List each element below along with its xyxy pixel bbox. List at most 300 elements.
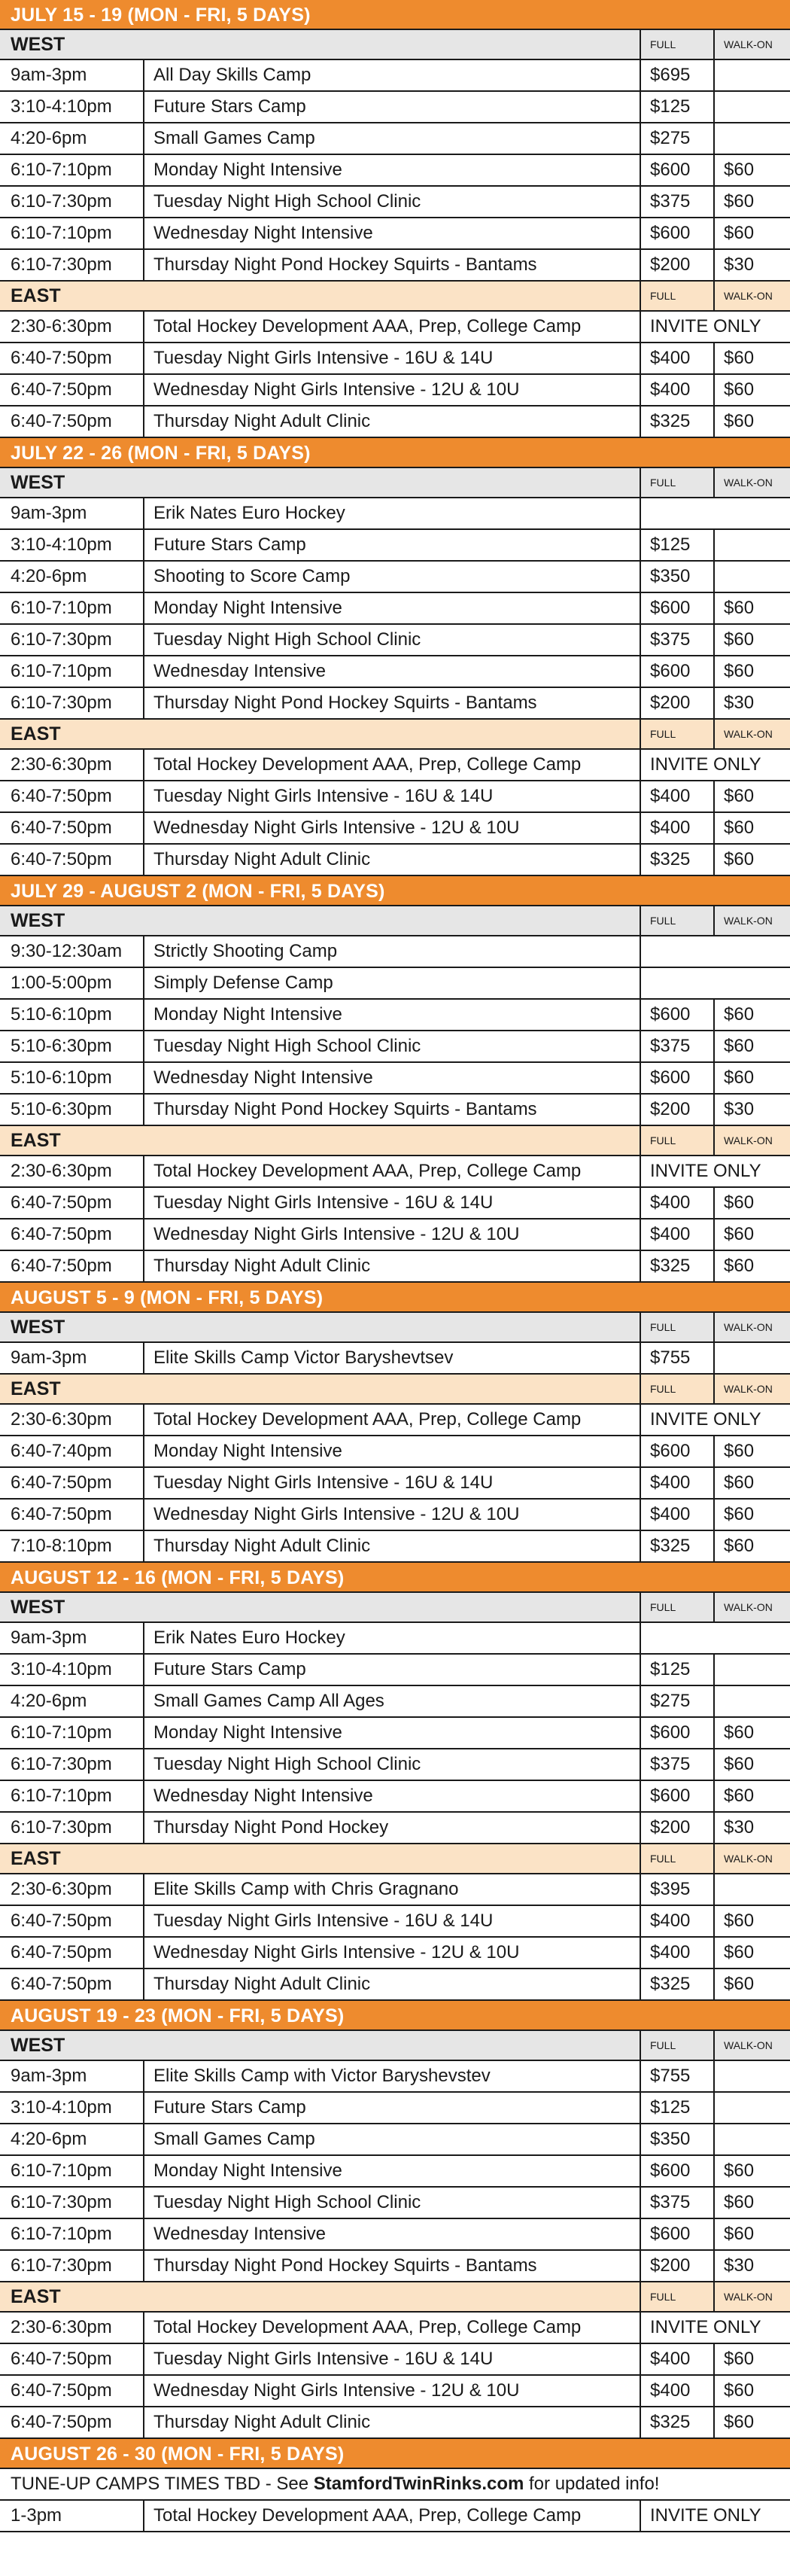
schedule-row [0,1938,790,1969]
walkon-price-header: WALK-ON [713,1126,790,1155]
camp-name: Thursday Night Pond Hockey Squirts - Bantams [143,1095,640,1125]
schedule-row [0,562,790,593]
walkon-price: $30 [713,250,790,280]
session-time: 4:20-6pm [11,128,87,148]
schedule-row [0,530,790,562]
schedule-row [0,1813,790,1844]
session-time: 6:40-7:50pm [11,411,112,431]
schedule-row [0,498,790,530]
tune-up-note [0,2469,790,2501]
camp-name: Future Stars Camp [143,92,640,122]
schedule-row [0,2501,790,2532]
session-time: 6:40-7:50pm [11,1192,112,1213]
east-location-header [0,2282,790,2313]
location-name: EAST [11,285,61,306]
camp-name: Small Games Camp All Ages [143,1686,640,1716]
schedule-row [0,2156,790,2188]
camp-name: Strictly Shooting Camp [143,936,640,967]
schedule-row [0,1156,790,1188]
full-price: $275 [640,1686,713,1716]
week-header: JULY 22 - 26 (MON - FRI, 5 DAYS) [0,438,790,468]
session-time: 6:10-7:10pm [11,223,112,243]
walkon-price-header: WALK-ON [713,1313,790,1341]
camp-name: Monday Night Intensive [143,1000,640,1030]
session-time: 6:40-7:50pm [11,1504,112,1524]
walkon-price: $60 [713,1219,790,1250]
walkon-price: $60 [713,1188,790,1218]
walkon-price-header: WALK-ON [713,1593,790,1621]
schedule-row [0,2251,790,2282]
walkon-price: $30 [713,2251,790,2281]
walkon-price-header: WALK-ON [713,2282,790,2311]
full-price: $400 [640,1219,713,1250]
full-price: $695 [640,60,713,90]
week-header: JULY 29 - AUGUST 2 (MON - FRI, 5 DAYS) [0,876,790,906]
session-time: 6:40-7:50pm [11,818,112,838]
full-price: $600 [640,656,713,687]
full-price: $325 [640,406,713,437]
session-time: 5:10-6:30pm [11,1036,112,1056]
full-price: $400 [640,1938,713,1968]
camp-name: Wednesday Night Girls Intensive - 12U & 10U [143,1219,640,1250]
schedule-row [0,1405,790,1436]
walkon-price: $60 [713,1500,790,1530]
walkon-price-header: WALK-ON [713,468,790,497]
session-time: 9am-3pm [11,1347,87,1368]
schedule-row [0,1219,790,1251]
schedule-row [0,1655,790,1686]
session-time: 6:40-7:50pm [11,1224,112,1244]
east-location-header [0,1375,790,1405]
full-price-header: FULL [640,1593,713,1621]
west-location-header [0,468,790,498]
camp-name: Tuesday Night High School Clinic [143,1749,640,1780]
schedule-row [0,250,790,282]
schedule-row [0,656,790,688]
full-price: $325 [640,1969,713,1999]
walkon-price: $60 [713,1436,790,1466]
week-header: AUGUST 26 - 30 (MON - FRI, 5 DAYS) [0,2439,790,2469]
walkon-price: $60 [713,343,790,373]
full-price: $375 [640,625,713,655]
full-price [640,1623,790,1653]
walkon-price-header: WALK-ON [713,30,790,59]
session-time: 2:30-6:30pm [11,1161,112,1181]
schedule-row [0,750,790,781]
session-time: 6:40-7:50pm [11,786,112,806]
walkon-price-header: WALK-ON [713,1375,790,1403]
session-time: 2:30-6:30pm [11,754,112,775]
camp-name: Total Hockey Development AAA, Prep, College Camp [143,312,640,342]
walkon-price: $60 [713,1781,790,1811]
full-price: $125 [640,92,713,122]
full-price [640,968,790,998]
session-time: 6:40-7:50pm [11,2380,112,2401]
session-time: 3:10-4:10pm [11,1659,112,1679]
session-time: 2:30-6:30pm [11,316,112,336]
schedule-row [0,593,790,625]
camp-name: Shooting to Score Camp [143,562,640,592]
session-time: 9:30-12:30am [11,941,123,961]
session-time: 1:00-5:00pm [11,973,112,993]
camp-name: Thursday Night Pond Hockey Squirts - Bantams [143,250,640,280]
full-price: $400 [640,781,713,811]
location-name: WEST [11,472,65,493]
schedule-row [0,936,790,968]
full-price: $400 [640,1906,713,1936]
walkon-price: $60 [713,1000,790,1030]
session-time: 6:10-7:30pm [11,254,112,275]
walkon-price: $60 [713,187,790,217]
walkon-price: $60 [713,656,790,687]
full-price-header: FULL [640,468,713,497]
location-name: WEST [11,1317,65,1338]
east-location-header [0,1126,790,1156]
schedule-row [0,1969,790,2001]
session-time: 5:10-6:10pm [11,1067,112,1088]
session-time: 4:20-6pm [11,2129,87,2149]
walkon-price [713,123,790,154]
east-location-header [0,282,790,312]
camp-name: Thursday Night Adult Clinic [143,845,640,875]
camp-name: Thursday Night Pond Hockey [143,1813,640,1843]
week-header: AUGUST 5 - 9 (MON - FRI, 5 DAYS) [0,1283,790,1313]
week-section [0,876,790,1283]
session-time: 6:10-7:30pm [11,1754,112,1774]
camp-name: Total Hockey Development AAA, Prep, College Camp [143,2501,640,2531]
full-price: $400 [640,813,713,843]
camp-name: Thursday Night Pond Hockey Squirts - Bantams [143,688,640,718]
west-location-header [0,1313,790,1343]
full-price: $600 [640,1000,713,1030]
camp-name: Tuesday Night High School Clinic [143,2188,640,2218]
full-price: $600 [640,1781,713,1811]
camp-name: Small Games Camp [143,2124,640,2154]
schedule-row [0,218,790,250]
session-time: 6:10-7:30pm [11,1817,112,1838]
camp-name: Total Hockey Development AAA, Prep, College Camp [143,1405,640,1435]
camp-name: Future Stars Camp [143,530,640,560]
schedule-row [0,2313,790,2344]
schedule-row [0,155,790,187]
full-price: INVITE ONLY [640,2501,790,2531]
week-header: JULY 15 - 19 (MON - FRI, 5 DAYS) [0,0,790,30]
session-time: 7:10-8:10pm [11,1536,112,1556]
schedule-row [0,2188,790,2219]
schedule-row [0,1749,790,1781]
walkon-price: $60 [713,155,790,185]
camp-name: Thursday Night Pond Hockey Squirts - Bantams [143,2251,640,2281]
location-name: EAST [11,723,61,744]
full-price: $600 [640,155,713,185]
schedule-row [0,813,790,845]
week-section [0,2439,790,2532]
session-time: 1-3pm [11,2505,62,2526]
session-time: 9am-3pm [11,2066,87,2086]
week-section [0,1283,790,1563]
schedule-row [0,92,790,123]
location-name: WEST [11,910,65,931]
full-price: INVITE ONLY [640,312,790,342]
session-time: 6:10-7:30pm [11,693,112,713]
schedule-row [0,1906,790,1938]
camp-name: Tuesday Night Girls Intensive - 16U & 14U [143,2344,640,2374]
full-price: $375 [640,187,713,217]
walkon-price: $60 [713,2188,790,2218]
full-price: $600 [640,2156,713,2186]
full-price [640,936,790,967]
walkon-price [713,1343,790,1373]
schedule-row [0,343,790,375]
session-time: 5:10-6:30pm [11,1099,112,1119]
schedule-row [0,1188,790,1219]
schedule-row [0,406,790,438]
camp-name: Wednesday Night Girls Intensive - 12U & 10U [143,813,640,843]
full-price: $125 [640,1655,713,1685]
session-time: 9am-3pm [11,1628,87,1648]
west-location-header [0,30,790,60]
camp-name: Monday Night Intensive [143,1436,640,1466]
session-time: 6:10-7:10pm [11,160,112,180]
walkon-price-header: WALK-ON [713,906,790,935]
camp-name: Future Stars Camp [143,2093,640,2123]
session-time: 6:10-7:10pm [11,598,112,618]
camp-name: Wednesday Night Girls Intensive - 12U & 10U [143,375,640,405]
schedule-row [0,1000,790,1031]
location-name: EAST [11,1130,61,1151]
schedule-row [0,1781,790,1813]
schedule-row [0,688,790,720]
walkon-price: $60 [713,625,790,655]
session-time: 6:10-7:10pm [11,2224,112,2244]
location-name: EAST [11,1848,61,1869]
schedule-row [0,1343,790,1375]
session-time: 9am-3pm [11,503,87,523]
camp-name: Wednesday Night Girls Intensive - 12U & 10U [143,1500,640,1530]
schedule-row [0,375,790,406]
west-location-header [0,2031,790,2061]
schedule-row [0,123,790,155]
camp-name: Erik Nates Euro Hockey [143,498,640,528]
camp-name: Tuesday Night Girls Intensive - 16U & 14U [143,781,640,811]
schedule-row [0,1436,790,1468]
full-price: $325 [640,1531,713,1561]
week-header: AUGUST 12 - 16 (MON - FRI, 5 DAYS) [0,1563,790,1593]
full-price: $400 [640,2376,713,2406]
full-price: $200 [640,688,713,718]
full-price: $395 [640,1874,713,1905]
session-time: 6:40-7:50pm [11,1942,112,1962]
full-price: $325 [640,1251,713,1281]
session-time: 6:10-7:10pm [11,1786,112,1806]
walkon-price: $60 [713,845,790,875]
full-price [640,498,790,528]
session-time: 6:40-7:50pm [11,1472,112,1493]
walkon-price: $30 [713,688,790,718]
walkon-price: $60 [713,375,790,405]
camp-name: Elite Skills Camp Victor Baryshevtsev [143,1343,640,1373]
camp-name: Thursday Night Adult Clinic [143,1251,640,1281]
session-time: 6:10-7:30pm [11,191,112,212]
camp-name: Wednesday Night Intensive [143,1781,640,1811]
session-time: 2:30-6:30pm [11,1879,112,1899]
camp-name: All Day Skills Camp [143,60,640,90]
east-location-header [0,720,790,750]
walkon-price: $60 [713,1531,790,1561]
walkon-price: $60 [713,1749,790,1780]
camp-name: Tuesday Night High School Clinic [143,187,640,217]
camp-name: Thursday Night Adult Clinic [143,1531,640,1561]
walkon-price [713,60,790,90]
location-name: EAST [11,2286,61,2307]
walkon-price-header: WALK-ON [713,1844,790,1873]
full-price: $400 [640,1500,713,1530]
schedule-row [0,60,790,92]
camp-name: Monday Night Intensive [143,2156,640,2186]
session-time: 6:10-7:30pm [11,629,112,650]
camp-name: Tuesday Night Girls Intensive - 16U & 14U [143,1906,640,1936]
full-price: $600 [640,1063,713,1093]
schedule-row [0,1718,790,1749]
session-time: 2:30-6:30pm [11,1409,112,1430]
note-text: for updated info! [524,2474,660,2494]
schedule-row [0,1874,790,1906]
walkon-price [713,1874,790,1905]
schedule-row [0,1251,790,1283]
walkon-price: $60 [713,1906,790,1936]
camp-name: Elite Skills Camp with Chris Gragnano [143,1874,640,1905]
walkon-price [713,2061,790,2091]
session-time: 6:40-7:50pm [11,2349,112,2369]
schedule-row [0,1531,790,1563]
camp-name: Tuesday Night Girls Intensive - 16U & 14U [143,1468,640,1498]
session-time: 6:10-7:10pm [11,661,112,681]
walkon-price: $60 [713,218,790,248]
location-name: WEST [11,1597,65,1618]
session-time: 6:40-7:50pm [11,379,112,400]
full-price-header: FULL [640,30,713,59]
walkon-price-header: WALK-ON [713,720,790,748]
full-price: $325 [640,845,713,875]
session-time: 4:20-6pm [11,566,87,586]
west-location-header [0,1593,790,1623]
east-location-header [0,1844,790,1874]
camp-name: Wednesday Night Intensive [143,218,640,248]
full-price: $600 [640,1436,713,1466]
full-price: $200 [640,1095,713,1125]
west-location-header [0,906,790,936]
walkon-price [713,92,790,122]
full-price: INVITE ONLY [640,750,790,780]
schedule-row [0,1031,790,1063]
schedule-row [0,187,790,218]
full-price: $755 [640,1343,713,1373]
walkon-price: $60 [713,2407,790,2437]
week-section [0,438,790,876]
schedule-row [0,2219,790,2251]
session-time: 6:40-7:50pm [11,348,112,368]
full-price: $125 [640,530,713,560]
camp-name: Small Games Camp [143,123,640,154]
camp-name: Thursday Night Adult Clinic [143,2407,640,2437]
full-price-header: FULL [640,282,713,310]
walkon-price: $60 [713,1938,790,1968]
full-price: $275 [640,123,713,154]
schedule-row [0,2376,790,2407]
walkon-price-header: WALK-ON [713,282,790,310]
camp-name: Total Hockey Development AAA, Prep, College Camp [143,750,640,780]
camp-name: Total Hockey Development AAA, Prep, College Camp [143,2313,640,2343]
full-price: $600 [640,1718,713,1748]
full-price: $400 [640,2344,713,2374]
walkon-price: $60 [713,2344,790,2374]
schedule-row [0,1468,790,1500]
full-price: INVITE ONLY [640,1156,790,1186]
session-time: 9am-3pm [11,65,87,85]
schedule-row [0,625,790,656]
walkon-price [713,1686,790,1716]
full-price: INVITE ONLY [640,1405,790,1435]
camp-name: Future Stars Camp [143,1655,640,1685]
walkon-price: $60 [713,1468,790,1498]
full-price-header: FULL [640,906,713,935]
walkon-price: $60 [713,1718,790,1748]
session-time: 6:10-7:10pm [11,1722,112,1743]
camp-name: Tuesday Night High School Clinic [143,1031,640,1061]
camp-name: Wednesday Intensive [143,656,640,687]
walkon-price: $60 [713,1031,790,1061]
full-price: $200 [640,2251,713,2281]
camp-name: Wednesday Intensive [143,2219,640,2249]
schedule-row [0,2061,790,2093]
full-price: $375 [640,1749,713,1780]
schedule-row [0,2124,790,2156]
schedule-row [0,1063,790,1095]
full-price-header: FULL [640,1313,713,1341]
walkon-price: $60 [713,781,790,811]
week-header: AUGUST 19 - 23 (MON - FRI, 5 DAYS) [0,2001,790,2031]
full-price: $375 [640,1031,713,1061]
camp-name: Tuesday Night High School Clinic [143,625,640,655]
schedule-row [0,1623,790,1655]
camp-name: Elite Skills Camp with Victor Baryshevstev [143,2061,640,2091]
camp-name: Thursday Night Adult Clinic [143,406,640,437]
walkon-price: $30 [713,1813,790,1843]
walkon-price: $60 [713,2376,790,2406]
session-time: 6:40-7:50pm [11,849,112,869]
walkon-price [713,2093,790,2123]
full-price: $350 [640,2124,713,2154]
full-price: $600 [640,593,713,623]
location-name: EAST [11,1378,61,1399]
camp-name: Wednesday Night Intensive [143,1063,640,1093]
session-time: 6:10-7:10pm [11,2160,112,2181]
full-price-header: FULL [640,2031,713,2060]
walkon-price: $60 [713,1969,790,1999]
note-text: TUNE-UP CAMPS TIMES TBD - See [11,2474,314,2494]
camp-name: Tuesday Night Girls Intensive - 16U & 14U [143,343,640,373]
walkon-price: $60 [713,2219,790,2249]
full-price: $600 [640,218,713,248]
full-price-header: FULL [640,1126,713,1155]
walkon-price [713,530,790,560]
walkon-price [713,562,790,592]
walkon-price [713,2124,790,2154]
full-price-header: FULL [640,1375,713,1403]
walkon-price: $60 [713,2156,790,2186]
website-link[interactable]: StamfordTwinRinks.com [313,2474,524,2494]
camp-name: Thursday Night Adult Clinic [143,1969,640,1999]
